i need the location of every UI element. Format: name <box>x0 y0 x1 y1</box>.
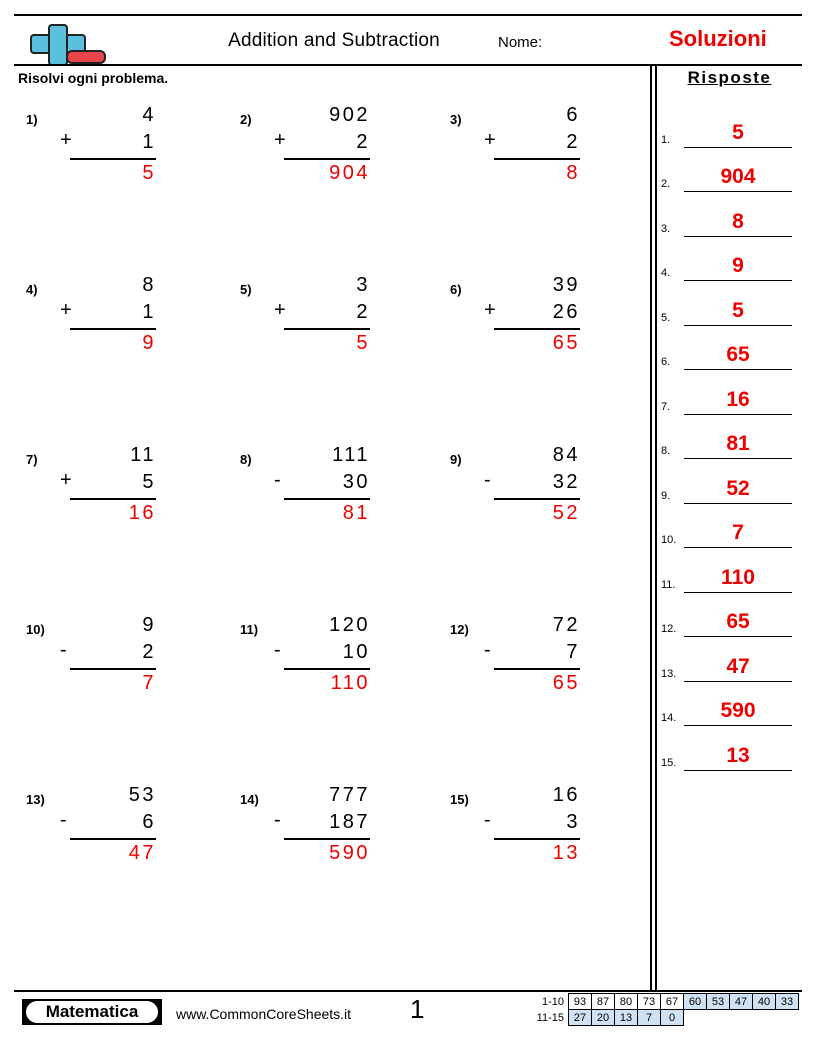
operator-symbol: - <box>484 469 494 491</box>
problem-2 <box>232 100 432 210</box>
answer-row <box>657 103 807 148</box>
subject-badge <box>22 999 162 1025</box>
answer-row <box>657 281 807 326</box>
operator-symbol: + <box>274 299 289 321</box>
problem-stack <box>60 272 178 357</box>
problem-answer: 110 <box>330 672 370 694</box>
answer-row <box>657 237 807 282</box>
operator-symbol: + <box>274 129 289 151</box>
operand-bottom: 2 <box>356 131 370 153</box>
answer-row <box>657 593 807 638</box>
operand-bottom-row <box>484 809 602 836</box>
problem-answer: 590 <box>329 842 370 864</box>
footer-divider <box>14 990 802 992</box>
problem-answer: 5 <box>356 332 370 354</box>
operand-bottom: 26 <box>552 301 580 323</box>
score-cell: 20 <box>592 1010 615 1026</box>
problem-number: 6) <box>450 282 462 297</box>
operator-symbol: - <box>60 639 70 661</box>
problem-stack <box>60 612 178 697</box>
operand-top: 3 <box>356 274 370 296</box>
operator-symbol: - <box>484 639 494 661</box>
problem-number: 8) <box>240 452 252 467</box>
problem-7 <box>18 440 218 550</box>
operator-symbol: - <box>484 809 494 831</box>
answer-row <box>657 148 807 193</box>
score-cell: 80 <box>615 994 638 1010</box>
problem-row <box>14 610 646 780</box>
score-cell: 33 <box>776 994 799 1010</box>
score-cell-empty <box>684 1010 707 1026</box>
score-row <box>528 1010 799 1026</box>
problem-row <box>14 100 646 270</box>
problem-row <box>14 270 646 440</box>
operand-bottom-row <box>274 129 392 156</box>
problem-stack <box>484 442 602 527</box>
answer-row <box>657 726 807 771</box>
operand-top: 902 <box>329 104 370 126</box>
problem-5 <box>232 270 432 380</box>
problem-answer: 65 <box>552 672 580 694</box>
answer-index: 4. <box>661 267 671 279</box>
answer-index: 9. <box>661 489 671 502</box>
header-divider <box>14 64 802 66</box>
answer-value: 110 <box>721 565 755 589</box>
problem-stack <box>484 612 602 697</box>
operand-bottom: 7 <box>566 641 580 663</box>
problem-answer: 65 <box>552 332 580 354</box>
problem-answer: 16 <box>128 502 156 524</box>
answer-row <box>657 504 807 549</box>
operand-bottom-row <box>484 129 602 156</box>
operand-bottom-row <box>274 639 392 666</box>
operand-bottom-row <box>60 129 178 156</box>
answer-value: 5 <box>732 120 744 144</box>
problem-11 <box>232 610 432 720</box>
problem-number: 14) <box>240 792 259 807</box>
answer-value: 52 <box>726 476 750 500</box>
problem-1 <box>18 100 218 210</box>
answer-index: 2. <box>661 178 671 190</box>
operand-bottom: 3 <box>566 811 580 833</box>
answer-index: 12. <box>661 623 677 635</box>
operand-top: 72 <box>552 614 580 636</box>
problem-number: 12) <box>450 622 469 637</box>
problem-answer: 81 <box>342 502 370 524</box>
answer-value: 65 <box>726 610 750 633</box>
score-cell: 73 <box>638 994 661 1010</box>
operator-symbol: - <box>274 639 284 661</box>
problem-stack <box>274 272 392 357</box>
answer-index: 1. <box>661 133 671 146</box>
operand-top: 8 <box>142 274 156 296</box>
problem-number: 3) <box>450 112 462 127</box>
answer-value: 47 <box>726 654 750 678</box>
problem-answer: 47 <box>128 842 156 864</box>
answer-row <box>657 415 807 460</box>
problem-6 <box>442 270 642 380</box>
operand-top: 39 <box>552 274 580 296</box>
operand-bottom-row <box>60 809 178 836</box>
answer-value: 13 <box>726 743 750 767</box>
score-cell-empty <box>707 1010 730 1026</box>
answer-value: 590 <box>720 699 756 722</box>
problem-12 <box>442 610 642 720</box>
score-cell: 87 <box>592 994 615 1010</box>
answer-index: 7. <box>661 400 671 413</box>
answer-index: 6. <box>661 356 671 368</box>
operand-top: 111 <box>332 444 370 466</box>
score-cell: 67 <box>661 994 684 1010</box>
operand-top: 53 <box>128 784 156 806</box>
problem-number: 9) <box>450 452 462 467</box>
website-url: www.CommonCoreSheets.it <box>176 1006 352 1022</box>
problem-14 <box>232 780 432 890</box>
operator-symbol: - <box>274 469 284 491</box>
problem-number: 13) <box>26 792 45 807</box>
problem-row <box>14 780 646 950</box>
operand-bottom: 10 <box>342 641 370 663</box>
name-value: Soluzioni <box>669 26 767 51</box>
page-number: 1 <box>410 994 425 1024</box>
answer-index: 10. <box>661 534 677 546</box>
operator-symbol: - <box>60 809 70 831</box>
subject-badge-label: Matematica <box>26 1001 158 1023</box>
problem-answer: 13 <box>552 842 580 864</box>
problem-stack <box>274 612 392 697</box>
problem-13 <box>18 780 218 890</box>
problem-row <box>14 440 646 610</box>
score-grid <box>528 993 799 1026</box>
problem-15 <box>442 780 642 890</box>
answer-value: 904 <box>720 165 756 188</box>
answer-value: 16 <box>726 387 750 411</box>
operand-bottom-row <box>274 809 392 836</box>
problem-answer: 7 <box>142 672 156 694</box>
answer-index: 11. <box>661 578 676 591</box>
page-header <box>14 16 802 64</box>
score-cell-empty <box>730 1010 753 1026</box>
problem-stack <box>274 102 392 187</box>
operand-top: 9 <box>142 614 156 636</box>
answer-row <box>657 459 807 504</box>
operand-bottom: 32 <box>552 471 580 493</box>
score-cell: 47 <box>730 994 753 1010</box>
operator-symbol: - <box>274 809 284 831</box>
problem-stack <box>274 442 392 527</box>
operand-bottom: 6 <box>142 811 156 833</box>
answer-index: 15. <box>661 756 677 769</box>
operand-bottom-row <box>60 639 178 666</box>
operand-bottom: 5 <box>142 471 156 493</box>
answer-row <box>657 682 807 727</box>
score-cell: 93 <box>569 994 592 1010</box>
answer-row <box>657 548 807 593</box>
answer-row <box>657 637 807 682</box>
operand-bottom: 187 <box>329 811 370 833</box>
operator-symbol: + <box>60 299 75 321</box>
answer-row <box>657 326 807 371</box>
problem-stack <box>60 782 178 867</box>
problems-grid <box>14 100 646 950</box>
operand-top: 11 <box>130 444 156 466</box>
operand-bottom: 2 <box>356 301 370 323</box>
answers-list <box>657 103 807 771</box>
score-cell: 53 <box>707 994 730 1010</box>
operand-top: 84 <box>552 444 580 466</box>
score-cell: 60 <box>684 994 707 1010</box>
operand-bottom: 1 <box>142 131 156 153</box>
answers-divider <box>650 64 657 992</box>
operand-top: 6 <box>566 104 580 126</box>
score-row-label: 11-15 <box>536 1011 564 1024</box>
score-cell-empty <box>753 1010 776 1026</box>
operand-bottom-row <box>484 469 602 496</box>
problem-answer: 5 <box>142 162 156 184</box>
operand-bottom: 1 <box>142 301 156 323</box>
operator-symbol: + <box>60 129 75 151</box>
score-cell: 40 <box>753 994 776 1010</box>
operand-bottom: 2 <box>566 131 580 153</box>
operand-top: 120 <box>329 614 370 636</box>
problem-4 <box>18 270 218 380</box>
problem-stack <box>484 272 602 357</box>
score-cell: 0 <box>661 1010 684 1026</box>
operator-symbol: + <box>484 129 499 151</box>
problem-answer: 8 <box>566 162 580 184</box>
problem-number: 7) <box>26 452 38 467</box>
answer-row <box>657 370 807 415</box>
problem-answer: 9 <box>142 332 156 354</box>
answer-value: 7 <box>732 521 744 544</box>
operand-bottom-row <box>274 299 392 326</box>
answer-row <box>657 192 807 237</box>
answer-index: 8. <box>661 445 671 457</box>
answer-value: 5 <box>732 298 744 322</box>
operand-bottom-row <box>60 469 178 496</box>
operand-bottom-row <box>484 639 602 666</box>
operand-top: 4 <box>142 104 156 126</box>
score-row <box>528 994 799 1010</box>
operator-symbol: + <box>484 299 499 321</box>
operand-bottom-row <box>484 299 602 326</box>
score-cell-empty <box>776 1010 799 1026</box>
operand-bottom-row <box>274 469 392 496</box>
name-label: Nome: <box>498 34 543 51</box>
page-title: Addition and Subtraction <box>228 30 440 51</box>
answer-value: 81 <box>726 432 750 455</box>
operand-bottom: 2 <box>142 641 156 663</box>
problem-stack <box>274 782 392 867</box>
problem-stack <box>484 102 602 187</box>
problem-stack <box>60 102 178 187</box>
answer-value: 65 <box>726 343 750 366</box>
answers-title: Risposte <box>687 68 772 87</box>
answer-index: 5. <box>661 311 671 324</box>
problem-answer: 52 <box>552 502 580 524</box>
operand-bottom-row <box>60 299 178 326</box>
problem-number: 1) <box>26 112 38 127</box>
score-cell: 27 <box>569 1010 592 1026</box>
problem-3 <box>442 100 642 210</box>
operator-symbol: + <box>60 469 75 491</box>
operand-top: 16 <box>552 784 580 806</box>
score-table <box>528 993 799 1026</box>
problem-number: 5) <box>240 282 252 297</box>
problem-number: 11) <box>240 622 259 637</box>
score-cell: 13 <box>615 1010 638 1026</box>
problem-number: 15) <box>450 792 469 807</box>
problem-number: 2) <box>240 112 252 127</box>
answer-index: 13. <box>661 667 677 680</box>
operand-bottom: 30 <box>342 471 370 493</box>
answer-index: 3. <box>661 222 671 235</box>
problem-9 <box>442 440 642 550</box>
answer-value: 9 <box>732 254 744 277</box>
problem-stack <box>484 782 602 867</box>
problem-number: 10) <box>26 622 45 637</box>
problem-10 <box>18 610 218 720</box>
problem-number: 4) <box>26 282 38 297</box>
answer-value: 8 <box>732 209 744 233</box>
answer-index: 14. <box>661 712 677 724</box>
problem-8 <box>232 440 432 550</box>
score-row-label: 1-10 <box>541 995 564 1008</box>
problem-stack <box>60 442 178 527</box>
problem-answer: 904 <box>329 162 370 184</box>
operand-top: 777 <box>329 784 370 806</box>
score-cell: 7 <box>638 1010 661 1026</box>
instruction-text: Risolvi ogni problema. <box>18 70 169 86</box>
